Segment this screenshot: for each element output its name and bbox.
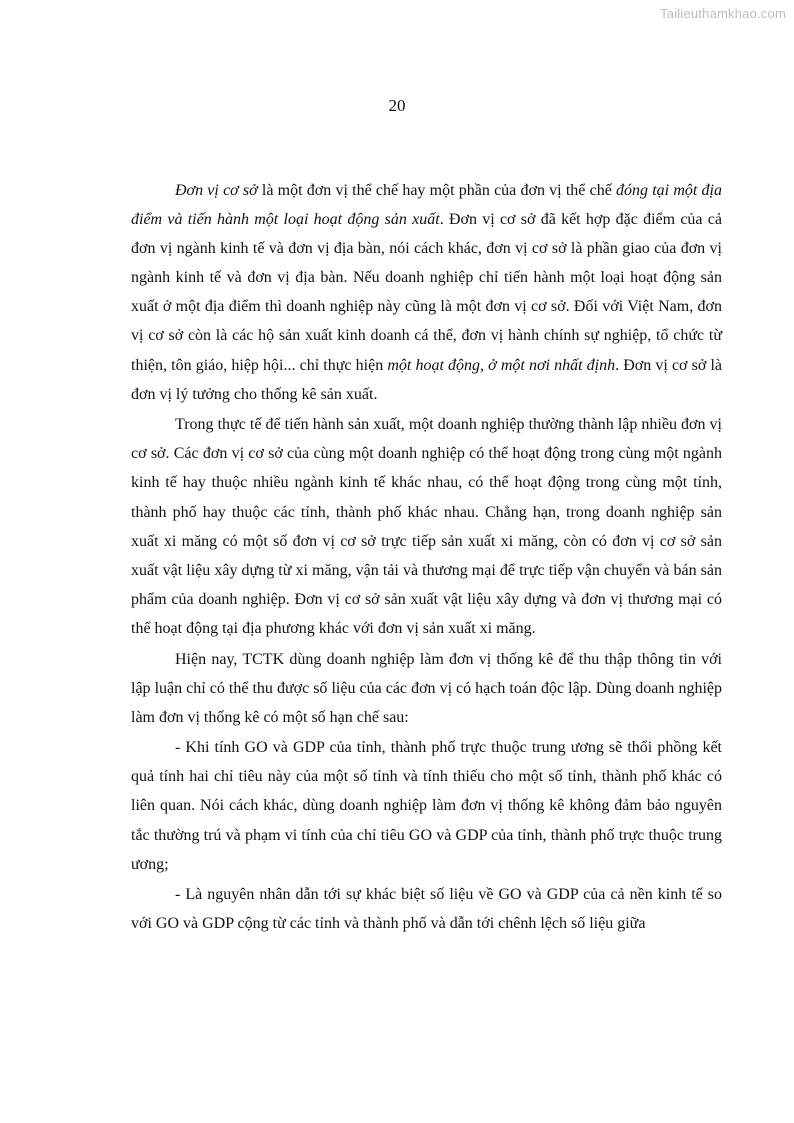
paragraph-4: - Khi tính GO và GDP của tỉnh, thành phố trực thuộc trung ương sẽ thổi phồng kết quả tính hai chỉ tiêu này của một số tỉnh và tính thiếu cho một số tỉnh, thành phố khác có liên quan. Nói cách khác, dùng doanh nghiệp làm đơn vị thống kê không đảm bảo nguyên tắc thường trú và phạm vi tính của chỉ tiêu GO và GDP của tỉnh, thành phố trực thuộc trung ương;	[131, 739, 722, 873]
paragraph-1-text-c: . Đơn vị cơ sở là đơn vị lý tưởng cho thống kê sản xuất.	[131, 356, 722, 403]
watermark: Tailieuthamkhao.com	[660, 6, 786, 21]
term-italic: Đơn vị cơ sở	[175, 182, 258, 199]
page-number: 20	[388, 96, 406, 115]
paragraph-1-text-a: là một đơn vị thể chế hay một phần của đơn vị thể chế	[257, 182, 617, 199]
paragraph-1-text-b: . Đơn vị cơ sở đã kết hợp đặc điểm của cả đơn vị ngành kinh tế và đơn vị địa bàn, nói cách khác, đơn vị cơ sở là phần giao của đơn vị ngành kinh tế và đơn vị địa bàn. Nếu doanh nghiệp chỉ tiến hành một loại hoạt động sản xuất ở một địa điểm thì doanh nghiệp này cũng là một đơn vị cơ sở. Đối với Việt Nam, đơn vị cơ sở còn là các hộ sản xuất kinh doanh cá thể, đơn vị hành chính sự nghiệp, tổ chức từ thiện, tôn giáo, hiệp hội... chỉ thực hiện	[131, 211, 723, 374]
paragraph-1	[131, 176, 722, 409]
definition-italic: đóng tại một địa điểm và tiến hành một loại hoạt động sản xuất	[131, 182, 723, 229]
emphasis-italic: một hoạt động, ở một nơi nhất định	[387, 356, 616, 374]
document-body	[131, 176, 722, 940]
paragraph-5: - Là nguyên nhân dẫn tới sự khác biệt số liệu về GO và GDP của cả nền kinh tế so với GO và GDP cộng từ các tỉnh và thành phố và dẫn tới chênh lệch số liệu giữa	[131, 886, 722, 933]
paragraph-3: Hiện nay, TCTK dùng doanh nghiệp làm đơn vị thống kê để thu thập thông tin với lập luận chỉ có thể thu được số liệu của các đơn vị có hạch toán độc lập. Dùng doanh nghiệp làm đơn vị thống kê có một số hạn chế sau:	[131, 650, 722, 726]
paragraph-2: Trong thực tế để tiến hành sản xuất, một doanh nghiệp thường thành lập nhiều đơn vị cơ sở. Các đơn vị cơ sở của cùng một doanh nghiệp có thể hoạt động trong cùng một ngành kinh tế hay thuộc nhiều ngành kinh tế khác nhau, có thể hoạt động trong cùng một tỉnh, thành phố hay thuộc các tỉnh, thành phố khác nhau. Chẳng hạn, trong doanh nghiệp sản xuất xi măng có một số đơn vị cơ sở trực tiếp sản xuất xi măng, còn có đơn vị cơ sở sản xuất vật liệu xây dựng từ xi măng, vận tải và thương mại để trực tiếp vận chuyển và bán sản phẩm của doanh nghiệp. Đơn vị cơ sở sản xuất vật liệu xây dựng và đơn vị thương mại có thể hoạt động tại địa phương khác với đơn vị sản xuất xi măng.	[131, 416, 722, 637]
